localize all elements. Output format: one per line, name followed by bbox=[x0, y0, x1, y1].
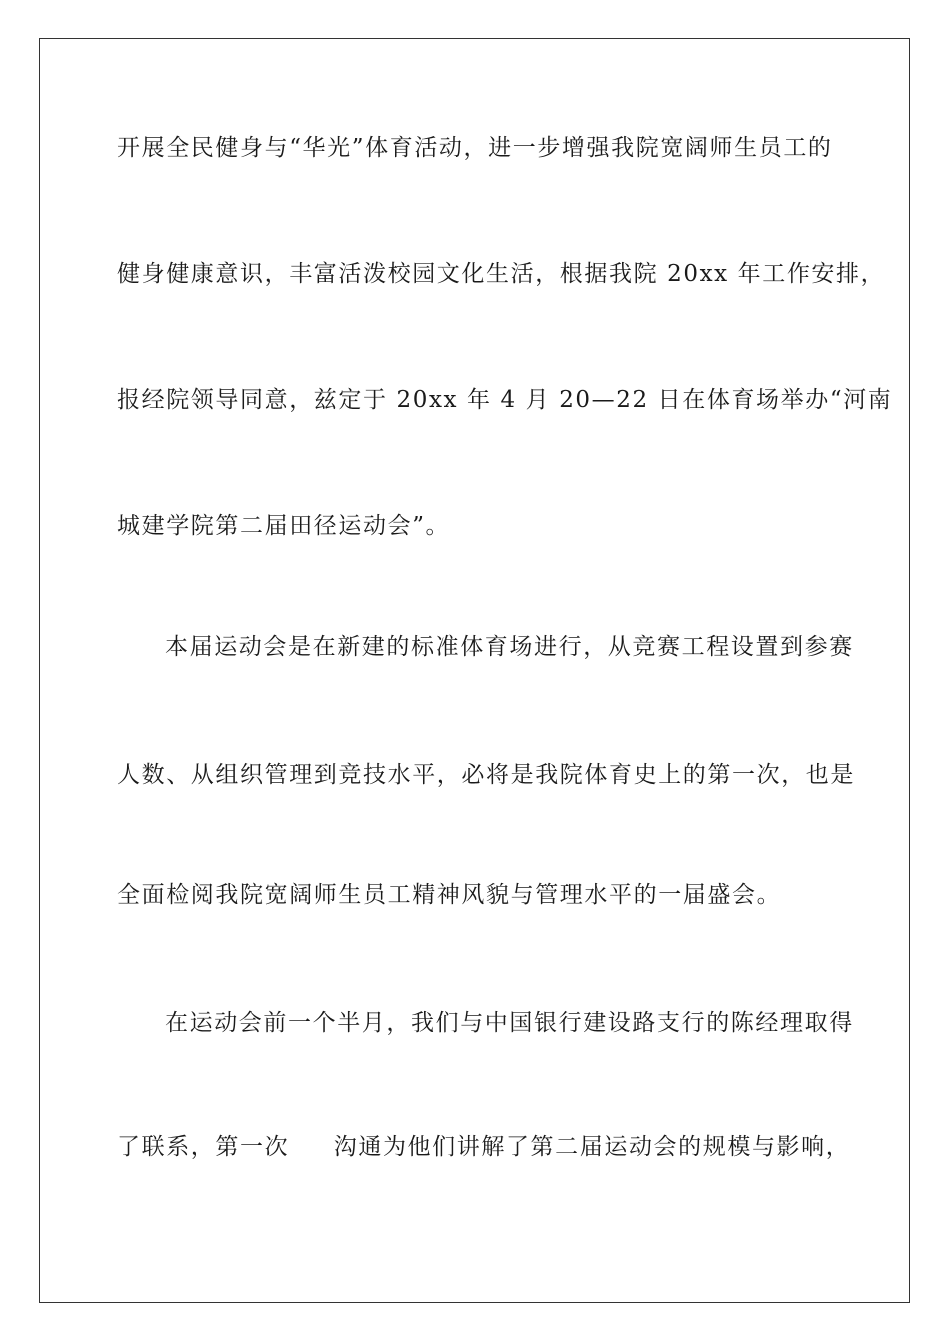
page-border bbox=[39, 38, 910, 1303]
text-line-7: 全面检阅我院宽阔师生员工精神风貌与管理水平的一届盛会。 bbox=[117, 882, 782, 908]
text-line-8: 在运动会前一个半月，我们与中国银行建设路支行的陈经理取得 bbox=[165, 1010, 854, 1036]
text-line-2: 健身健康意识，丰富活泼校园文化生活，根据我院 20xx 年工作安排， bbox=[117, 261, 886, 287]
text-line-1: 开展全民健身与“华光”体育活动，进一步增强我院宽阔师生员工的 bbox=[117, 135, 833, 161]
text-line-6: 人数、从组织管理到竞技水平，必将是我院体育史上的第一次，也是 bbox=[117, 762, 855, 788]
text-line-3: 报经院领导同意，兹定于 20xx 年 4 月 20—22 日在体育场举办“河南 bbox=[117, 387, 893, 413]
text-line-5: 本届运动会是在新建的标准体育场进行，从竞赛工程设置到参赛 bbox=[165, 634, 854, 660]
text-line-4: 城建学院第二届田径运动会”。 bbox=[117, 513, 451, 539]
text-line-9: 了联系，第一次 沟通为他们讲解了第二届运动会的规模与影响， bbox=[117, 1134, 851, 1160]
